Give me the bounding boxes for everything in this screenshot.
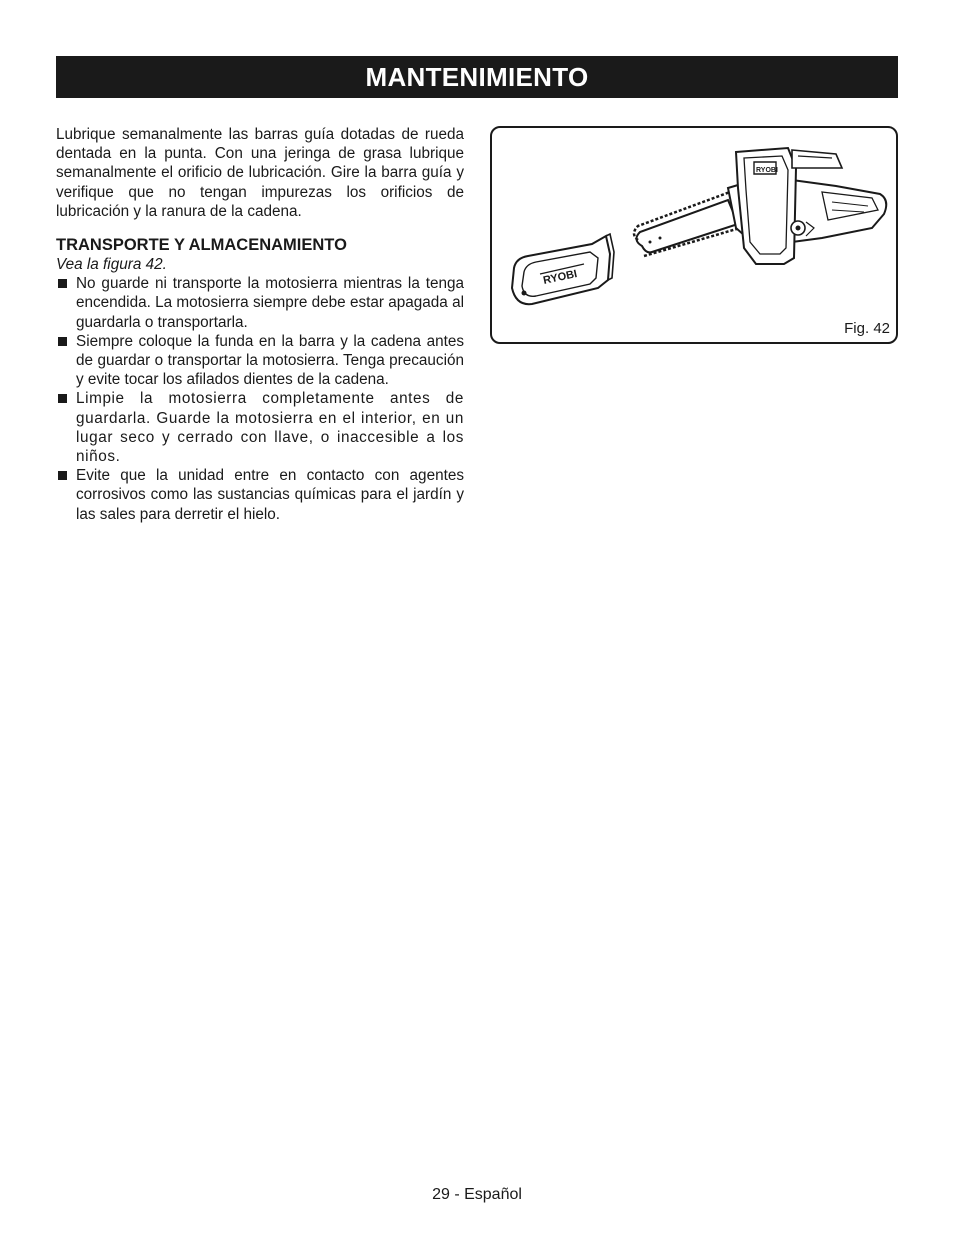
figure-label: Fig. 42 (844, 320, 890, 337)
bullet-item (56, 332, 464, 390)
bullet-item (56, 274, 464, 332)
page-number: 29 - Español (432, 1186, 522, 1203)
bullet-text: No guarde ni transporte la motosierra mientras la tenga encendida. La motosierra siempre debe estar apagada al guardarla o transportarla. (76, 275, 464, 331)
bullet-square-icon (58, 394, 67, 403)
bullet-text: Limpie la motosierra completamente antes de guardarla. Guarde la motosierra en el interior, en un lugar seco y cerrado con llave, o inaccesible a los niños. (76, 390, 464, 466)
bullet-text: Evite que la unidad entre en contacto con agentes corrosivos como las sustancias químicas para el jardín y las sales para derretir el hielo. (76, 467, 464, 523)
section-heading: TRANSPORTE Y ALMACENAMIENTO (56, 236, 347, 255)
bullet-item (56, 389, 464, 466)
bullet-square-icon (58, 337, 67, 346)
scabbard-illustration (512, 234, 614, 304)
bullet-square-icon (58, 279, 67, 288)
guide-bar-illustration (634, 192, 740, 256)
main-column (56, 125, 464, 524)
saw-brand: RYOBI (756, 167, 778, 174)
bullet-square-icon (58, 471, 67, 480)
scabbard-brand: RYOBI (542, 268, 579, 287)
intro-paragraph: Lubrique semanalmente las barras guía dotadas de rueda dentada en la punta. Con una jeringa de grasa lubrique semanalmente el orificio de lubricación. Gire la barra guía y verifique que no tengan impurezas los orificios de lubricación y la ranura de la cadena. (56, 126, 464, 220)
saw-body-illustration (728, 148, 886, 264)
bullet-text: Siempre coloque la funda en la barra y la cadena antes de guardar o transportar la motosierra. Tenga precaución y evite tocar los afilados dientes de la cadena. (76, 332, 464, 389)
bullet-list (56, 274, 464, 524)
figure-reference: Vea la figura 42. (56, 256, 167, 274)
bullet-item (56, 466, 464, 524)
figure-42 (490, 126, 898, 344)
page-title: MANTENIMIENTO (56, 56, 898, 98)
chainsaw-illustration (492, 128, 896, 342)
